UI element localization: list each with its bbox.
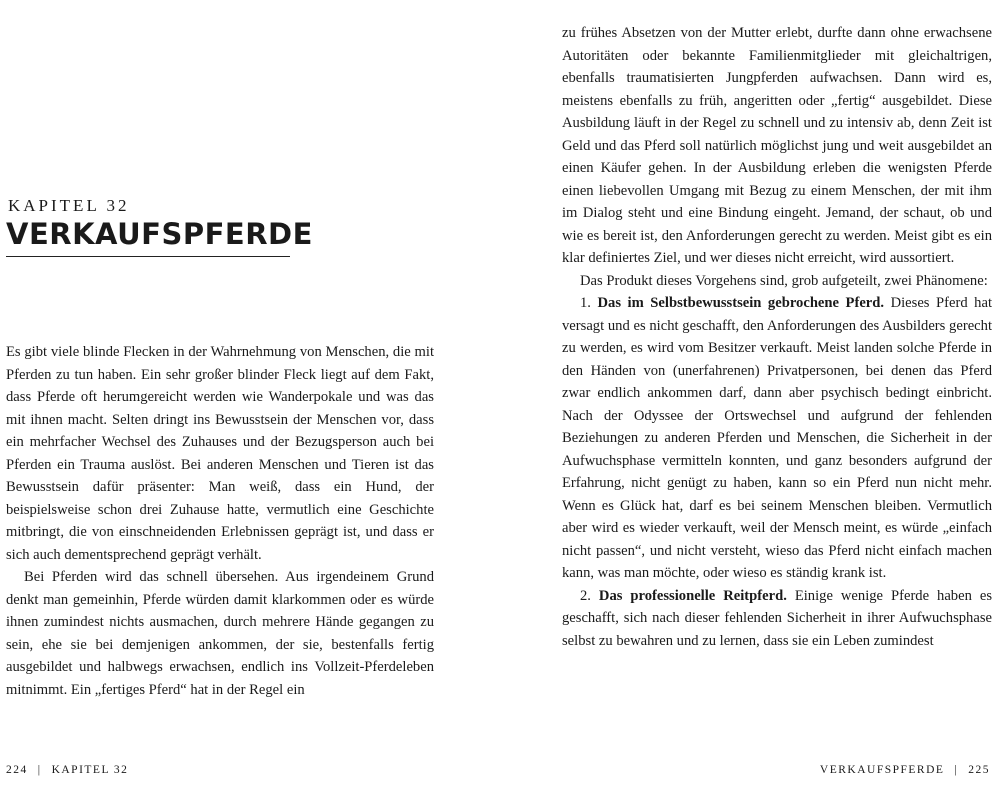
list-item-number: 1. [580,295,591,311]
list-item-text: Dieses Pferd hat versagt und es nicht geschafft, den Anforderungen des Ausbilders gerecht zu werden, es wird vom Besitzer verkauft. Meist landen solche Pferde in den Händen von (unerfahrenen) Privatpersonen, bei denen das Pferd zwar endlich ankommen darf, dann aber psychisch bedingt einbricht. Nach der Odyssee der Ortswechsel und aufgrund der fehlenden Beziehungen zu anderen Pferden und Menschen, die Sicherheit in der Aufwuchsphase vermitteln konnten, und ganz besonders aufgrund der Erfahrung, nicht genügt zu haben, kann so ein Pferd nun nicht mehr. Wenn es Glück hat, darf es bei seinem Menschen bleiben. Vermutlich aber wird es wieder verkauft, weil der Mensch meint, es würde „einfach nicht passen“, und nicht versteht, wieso das Pferd nicht einfach machen kann, was man möchte, oder wieso es ständig krank ist. [562,295,993,581]
right-body-text [562,22,992,652]
right-page [500,0,1000,800]
chapter-label: KAPITEL 32 [8,196,130,215]
paragraph: zu frühes Absetzen von der Mutter erlebt, durfte dann ohne erwachsene Autoritäten oder bekannte Familienmitglieder mit gleichaltrigen, ebenfalls traumatisierten Jungpferden aufwachsen. Dann wird es, meistens ebenfalls zu früh, angeritten oder „fertig“ ausgebildet. Diese Ausbildung läuft in der Regel zu schnell und zu intensiv ab, denn Zeit ist Geld und das Pferd soll natürlich möglichst jung und weit ausgebildet an einen Käufer gehen. In der Ausbildung erleben die wenigsten Pferde einen liebevollen Umgang mit Bezug zu einem Menschen, der mit ihm im Dialog steht und eine Bindung eingeht. Jemand, der schaut, ob und wie es bereit ist, den Anforderungen gerecht zu werden. Meist gibt es ein klar definiertes Ziel, und wer dieses nicht erreicht, wird aussortiert. [562,25,992,266]
list-item [562,292,992,585]
page-footer-right [820,764,990,776]
left-body-text [6,341,434,701]
paragraph: Bei Pferden wird das schnell übersehen. Aus irgendeinem Grund denkt man gemeinhin, Pferde würden damit klarkommen oder es würde ihnen zumindest nichts ausmachen, durch mehrere Hände gegangen zu sein, ehe sie bei demjenigen ankommen, der sie, bestenfalls fertig ausgebildet und halbwegs erwachsen, endlich ins Vollzeit-Pferdeleben mitnimmt. Ein „fertiges Pferd“ hat in der Regel ein [6,569,434,698]
page-number: 224 [6,764,28,776]
page-number: 225 [968,764,990,776]
folio-separator: | [954,764,959,776]
list-item-number: 2. [580,587,591,604]
chapter-title: VERKAUFSPFERDE [6,214,290,257]
list-item-heading: Das professionelle Reitpferd. [598,587,787,604]
list-item [562,585,992,653]
folio-separator: | [37,764,42,776]
running-head: KAPITEL 32 [51,764,129,776]
list-item-text: Einige wenige Pferde haben es geschafft, sich nach dieser fehlenden Sicherheit in ihrer Aufwuchsphase selbst zu bewahren und zu lernen, dass sie ein Leben zumindest [562,587,993,649]
paragraph: Das Produkt dieses Vorgehens sind, grob aufgeteilt, zwei Phänomene: [580,272,988,289]
page-footer-left [6,764,128,776]
running-head: VERKAUFSPFERDE [819,764,945,776]
paragraph: Es gibt viele blinde Flecken in der Wahrnehmung von Menschen, die mit Pferden zu tun haben. Ein sehr großer blinder Fleck liegt auf dem Fakt, dass Pferde oft herumgereicht werden wie Wanderpokale und was das mit ihnen macht. Selten dringt ins Bewusstsein der Menschen vor, dass ein mehrfacher Wechsel des Zuhauses und der Bezugsperson auch bei Pferden ein Trauma auslöst. Bei anderen Menschen und Tieren ist das Bewusstsein dafür präsenter: Man weiß, dass ein Hund, der beispielsweise schon drei Zuhause hatte, vermutlich eine Geschichte mitbringt, die von einschneidenden Erlebnissen geprägt ist, und dass er sich auch dementsprechend geprägt verhält. [6,344,434,563]
list-item-heading: Das im Selbstbewusstsein gebrochene Pferd. [597,295,885,311]
